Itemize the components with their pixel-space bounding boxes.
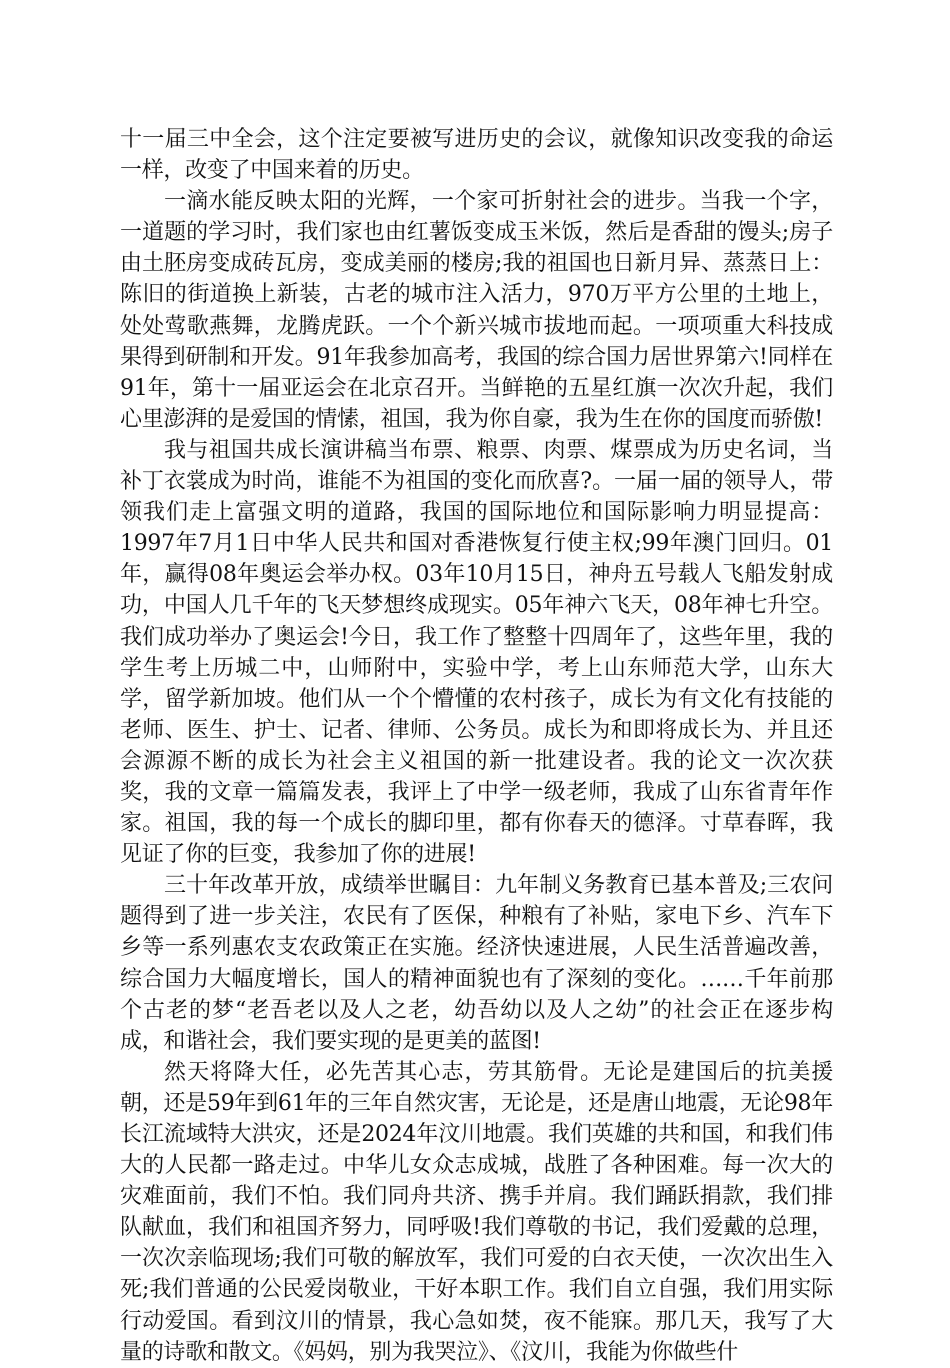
paragraph-4: 三十年改革开放，成绩举世瞩目：九年制义务教育已基本普及;三农问题得到了进一步关注，农民有了医保，种粮有了补贴，家电下乡、汽车下乡等一系列惠农支农政策正在实施。经济快速进展，人民生活普遍改善，综合国力大幅度增长，国人的精神面貌也有了深刻的变化。……千年前那个古老的梦“老吾老以及人之老，幼吾幼以及人之幼”的社会正在逐步构成，和谐社会，我们要实现的是更美的蓝图!	[120, 873, 833, 1054]
paragraph-3: 我与祖国共成长演讲稿当布票、粮票、肉票、煤票成为历史名词，当补丁衣裳成为时尚，谁能不为祖国的变化而欣喜?。一届一届的领导人，带领我们走上富强文明的道路，我国的国际地位和国际影响力明显提高：1997年7月1日中华人民共和国对香港恢复行使主权;99年澳门回归。01年，赢得08年奥运会举办权。03年10月15日，神舟五号载人飞船发射成功，中国人几千年的飞天梦想终成现实。05年神六飞天，08年神七升空。我们成功举办了奥运会!今日，我工作了整整十四周年了，这些年里，我的学生考上历城二中，山师附中，实验中学，考上山东师范大学，山东大学，留学新加坡。他们从一个个懵懂的农村孩子，成长为有文化有技能的老师、医生、护士、记者、律师、公务员。成长为和即将成长为、并且还会源源不断的成长为社会主义祖国的新一批建设者。我的论文一次次获奖，我的文章一篇篇发表，我评上了中学一级老师，我成了山东省青年作家。祖国，我的每一个成长的脚印里，都有你春天的德泽。寸草春晖，我见证了你的巨变，我参加了你的进展!	[120, 437, 833, 868]
paragraph-1: 十一届三中全会，这个注定要被写进历史的会议，就像知识改变我的命运一样，改变了中国来着的历史。	[120, 127, 833, 184]
paragraph-5: 然天将降大任，必先苦其心志，劳其筋骨。无论是建国后的抗美援朝，还是59年到61年的三年自然灾害，无论是，还是唐山地震，无论98年长江流域特大洪灾，还是2024年汶川地震。我们英雄的共和国，和我们伟大的人民都一路走过。中华儿女众志成城，战胜了各种困难。每一次大的灾难面前，我们不怕。我们同舟共济、携手并肩。我们踊跃捐款，我们排队献血，我们和祖国齐努力，同呼吸!我们尊敬的书记，我们爱戴的总理，一次次亲临现场;我们可敬的解放军，我们可爱的白衣天使，一次次出生入死;我们普通的公民爱岗敬业，干好本职工作。我们自立自强，我们用实际行动爱国。看到汶川的情景，我心急如焚，夜不能寐。那几天，我写了大量的诗歌和散文。《妈妈，别为我哭泣》、《汶川，我能为你做些什	[120, 1059, 833, 1365]
document-body	[120, 124, 833, 1368]
paragraph-2: 一滴水能反映太阳的光辉，一个家可折射社会的进步。当我一个字，一道题的学习时，我们家也由红薯饭变成玉米饭，然后是香甜的馒头;房子由土胚房变成砖瓦房，变成美丽的楼房;我的祖国也日新月异、蒸蒸日上：陈旧的街道换上新装，古老的城市注入活力，970万平方公里的土地上，处处莺歌燕舞，龙腾虎跃。一个个新兴城市拔地而起。一项项重大科技成果得到研制和开发。91年我参加高考，我国的综合国力居世界第六!同样在91年，第十一届亚运会在北京召开。当鲜艳的五星红旗一次次升起，我们心里澎湃的是爱国的情愫，祖国，我为你自豪，我为生在你的国度而骄傲!	[120, 189, 833, 432]
